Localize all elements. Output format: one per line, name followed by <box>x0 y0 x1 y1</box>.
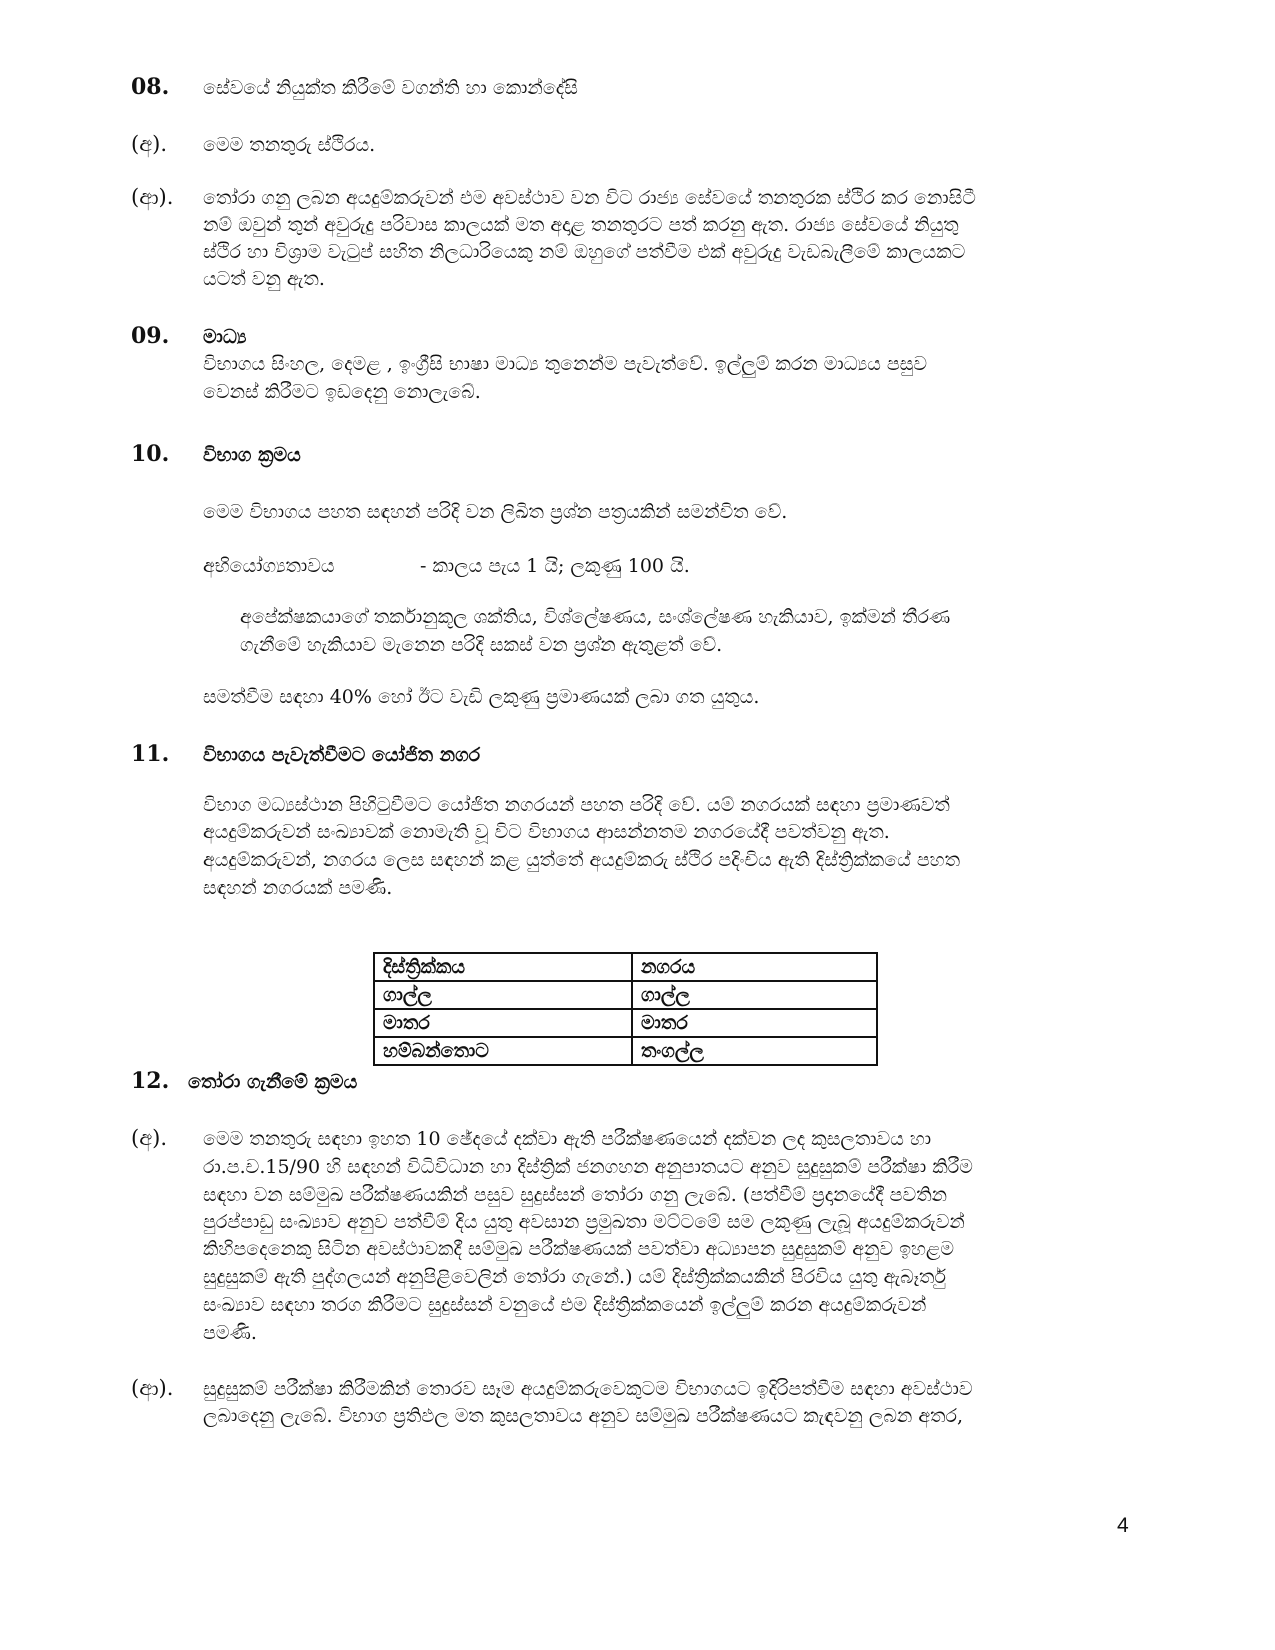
section-11-title: විභාගය පැවැත්වීමට යෝජිත නගර <box>203 744 481 766</box>
section-08-aa-line: ස්ථිර හා විශ්‍රාම වැටුප් සහිත නිලධාරියෙකු නම් ඔහුගේ පත්වීම එක් අවුරුදු වැඩබැලීමේ කාලයකට <box>203 241 966 263</box>
section-08-aa-line: යටත් වනු ඇත. <box>203 268 325 290</box>
section-10-number: 10. <box>131 441 170 467</box>
section-12-a-line: සංඛ්‍යාව සඳහා තරග කිරීමට සුදුස්සන් වනුයේ එම දිස්ත්‍රික්කයෙන් ඉල්ලුම් කරන අයදුම්කරුවන් <box>203 1294 927 1316</box>
page-number: 4 <box>1117 1514 1129 1537</box>
section-12-a-line: මෙම තනතුරු සඳහා ඉහත 10 ඡේදයේ දක්වා ඇති පරීක්ෂණයෙන් දක්වන ලද කුසලතාවය හා <box>203 1128 932 1150</box>
section-12-title: තෝරා ගැනීමේ ක්‍රමය <box>188 1071 358 1093</box>
section-10-desc-line: අපේක්ෂකයාගේ තර්කානුකූල ශක්තිය, විශ්ලේෂණය, සංශ්ලේෂණ හැකියාව, ඉක්මන් තීරණ <box>240 606 951 628</box>
section-12-aa-line: සුදුසුකම් පරීක්ෂා කිරීමකින් තොරව සෑම අයදුම්කරුවෙකුටම විභාගයට ඉදිරිපත්වීම සඳහා අවස්ථාව <box>203 1378 973 1400</box>
district-city-table <box>373 952 878 1066</box>
table-header-cell: නගරය <box>632 953 877 981</box>
section-08-aa-label: (ආ). <box>131 185 174 209</box>
section-09-title: මාධ්‍ය <box>203 326 247 348</box>
section-10-title: විභාග ක්‍රමය <box>203 444 301 466</box>
section-08-title: සේවයේ නියුක්ත කිරීමේ වගන්ති හා කොන්දේසි <box>203 77 578 99</box>
section-09-line: වෙනස් කිරීමට ඉඩදෙනු නොලැබේ. <box>203 381 481 403</box>
section-12-a-line: සඳහා වන සම්මුඛ පරීක්ෂණයකින් පසුව සුදුස්සන් තෝරා ගනු ලැබේ. (පත්වීම් ප්‍රදානයේදී පවතින <box>203 1184 948 1206</box>
section-10-subject-detail: - කාලය පැය 1 යි; ලකුණු 100 යි. <box>420 555 690 577</box>
section-12-number: 12. <box>131 1068 170 1094</box>
section-12-aa-line: ලබාදෙනු ලැබේ. විභාග ප්‍රතිඵල මත කුසලතාවය අනුව සම්මුඛ පරීක්ෂණයට කැඳවනු ලබන අතර, <box>203 1405 964 1427</box>
section-12-a-line: රා.ප.ච.15/90 හි සඳහන් විධිවිධාන හා දිස්ත්‍රික් ජනගහන අනුපාතයට අනුව සුදුසුකම් පරීක්ෂා කිරීම <box>203 1156 973 1178</box>
table-cell: තංගල්ල <box>632 1037 877 1065</box>
section-09-line: විභාගය සිංහල, දෙමළ , ඉංග්‍රීසි භාෂා මාධ්‍ය තුනෙන්ම පැවැත්වේ. ඉල්ලුම් කරන මාධ්‍යය පසුව <box>203 353 928 375</box>
section-08-aa-line: නම් ඔවුන් තුන් අවුරුදු පරිවාස කාලයක් මත අදාළ තනතුරට පත් කරනු ඇත. රාජ්‍ය සේවයේ නියුතු <box>203 214 959 236</box>
table-row <box>374 1009 877 1037</box>
section-10-pass: සමත්වීම සඳහා 40% හෝ ඊට වැඩි ලකුණු ප්‍රමාණයක් ලබා ගත යුතුය. <box>203 686 760 708</box>
section-11-line: අයදුම්කරුවන්, නගරය ලෙස සඳහන් කළ යුත්තේ අයදුම්කරු ස්ථිර පදිංචිය ඇති දිස්ත්‍රික්කයේ පහත <box>203 849 961 871</box>
table-cell: ගාල්ල <box>632 981 877 1009</box>
table-cell: මාතර <box>374 1009 632 1037</box>
section-12-a-line: සුදුසුකම් ඇති පුද්ගලයන් අනුපිළිවෙලින් තෝරා ගැනේ.) යම් දිස්ත්‍රික්කයකින් පිරවිය යුතු ඇබෑර්තු <box>203 1266 946 1288</box>
section-10-desc-line: ගැනීමේ හැකියාව මැනෙන පරිදි සකස් වන ප්‍රශ්න ඇතුළත් වේ. <box>240 634 723 656</box>
table-cell: මාතර <box>632 1009 877 1037</box>
section-12-a-line: පුරප්පාඩු සංඛ්‍යාව අනුව පත්වීම් දිය යුතු අවසාන ප්‍රමුඛතා මට්ටමේ සම ලකුණු ලැබූ අයදුම්කරුවන් <box>203 1211 965 1233</box>
section-08-aa-line: තෝරා ගනු ලබන අයදුම්කරුවන් එම අවස්ථාව වන විට රාජ්‍ය සේවයේ තනතුරක ස්ථිර කර නොසිටී <box>203 187 976 209</box>
section-11-line: අයදුම්කරුවන් සංඛ්‍යාවක් නොමැති වූ විට විභාගය ආසන්නතම නගරයේදී පවත්වනු ඇත. <box>203 821 890 843</box>
section-08-a-text: මෙම තනතුරු ස්ථිරය. <box>203 134 376 156</box>
section-12-a-line: පමණි. <box>203 1322 257 1344</box>
section-11-line: විභාග මධ්‍යස්ථාන පිහිටුවීමට යෝජිත නගරයන් පහත පරිදි වේ. යම් නගරයක් සඳහා ප්‍රමාණවත් <box>203 794 950 816</box>
table-row <box>374 1037 877 1065</box>
table-header-row <box>374 953 877 981</box>
table-header-cell: දිස්ත්‍රික්කය <box>374 953 632 981</box>
section-08-a-label: (අ). <box>131 132 167 156</box>
table-cell: හම්බන්තොට <box>374 1037 632 1065</box>
section-10-intro: මෙම විභාගය පහත සඳහන් පරිදි වන ලිඛිත ප්‍රශ්න පත්‍රයකින් සමන්විත වේ. <box>203 501 788 523</box>
table-row <box>374 981 877 1009</box>
section-11-line: සඳහන් නගරයක් පමණි. <box>203 877 393 899</box>
section-12-a-label: (අ). <box>131 1126 167 1150</box>
section-11-number: 11. <box>131 741 170 767</box>
table-cell: ගාල්ල <box>374 981 632 1009</box>
section-12-a-line: කිහිපදෙනෙකු සිටින අවස්ථාවකදී සම්මුඛ පරීක්ෂණයක් පවත්වා අධ්‍යාපන සුදුසුකම් අනුව ඉහළම <box>203 1238 955 1260</box>
section-08-number: 08. <box>131 74 170 100</box>
section-10-subject: අභියෝග්‍යතාවය <box>203 555 335 577</box>
section-12-aa-label: (ආ). <box>131 1376 174 1400</box>
section-09-number: 09. <box>131 323 170 349</box>
